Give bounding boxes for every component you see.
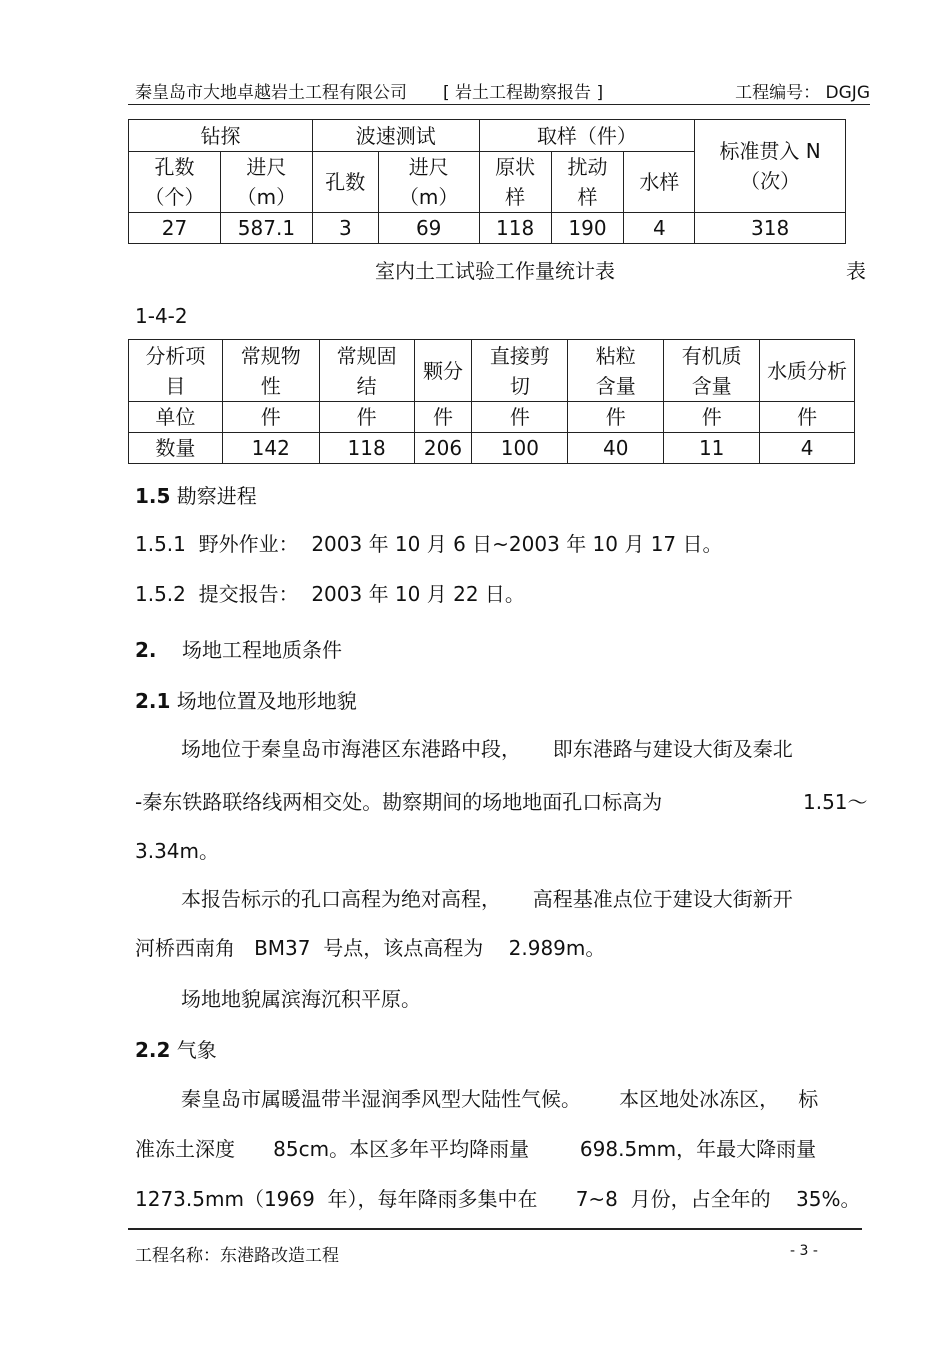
paragraph-line: 场地位于秦皇岛市海港区东港路中段， 即东港路与建设大街及秦北 (181, 737, 793, 761)
section-title: 场地位置及地形地貌 (170, 689, 357, 713)
col-drill-holes: 孔数（个） (129, 152, 221, 213)
cell: 318 (695, 213, 846, 244)
paragraph-line: 1273.5mm（1969 年），每年降雨多集中在 7~8 月份，占全年的 35%。 (135, 1187, 861, 1211)
cell: 142 (222, 433, 319, 464)
cell: 4 (760, 433, 855, 464)
cell: 单位 (129, 402, 223, 433)
col-spt: 标准贯入 N（次） (695, 120, 846, 213)
cell: 4 (624, 213, 695, 244)
field-work-line: 1.5.1 野外作业： 2003 年 10 月 6 日~2003 年 10 月 17 日。 (135, 532, 723, 556)
page-header (135, 78, 870, 104)
header-cell: 常规物性 (222, 340, 319, 402)
company-name: 秦皇岛市大地卓越岩土工程有限公司 (135, 83, 407, 103)
cell: 件 (414, 402, 472, 433)
section-1-5-heading (135, 480, 257, 509)
group-wave-test: 波速测试 (312, 120, 479, 152)
header-cell: 水质分析 (760, 340, 855, 402)
header-cell: 粘粒含量 (568, 340, 664, 402)
table-row (129, 213, 846, 244)
header-cell: 直接剪切 (472, 340, 568, 402)
paragraph-line: 3.34m。 (135, 839, 220, 863)
cell: 100 (472, 433, 568, 464)
cell: 件 (222, 402, 319, 433)
project-name: 工程名称：东港路改造工程 (135, 1246, 339, 1266)
paragraph-line: 本报告标示的孔口高程为绝对高程， 高程基准点位于建设大街新开 (181, 887, 793, 911)
paragraph-line: 秦皇岛市属暖温带半湿润季风型大陆性气候。 本区地处冰冻区， 标 (181, 1087, 819, 1111)
section-2-heading (135, 634, 342, 663)
cell: 27 (129, 213, 221, 244)
col-disturbed: 扰动样 (551, 152, 624, 213)
page-number: - 3 - (790, 1243, 818, 1259)
header-cell: 有机质含量 (664, 340, 760, 402)
cell: 件 (664, 402, 760, 433)
cell: 件 (319, 402, 414, 433)
col-water-sample: 水样 (624, 152, 695, 213)
header-cell: 分析项目 (129, 340, 223, 402)
col-wave-footage: 进尺（m） (378, 152, 479, 213)
table2-number: 1-4-2 (135, 304, 188, 328)
col-undisturbed: 原状样 (479, 152, 551, 213)
cell: 11 (664, 433, 760, 464)
table-row (129, 402, 855, 433)
table-row (129, 433, 855, 464)
paragraph-line: 河桥西南角 BM37 号点，该点高程为 2.989m。 (135, 936, 606, 960)
cell: 69 (378, 213, 479, 244)
group-sampling: 取样（件） (479, 120, 695, 152)
paragraph-value: 1.51～ (803, 790, 868, 814)
section-number: 2.1 (135, 689, 171, 713)
header-divider (128, 104, 870, 105)
table2-caption: 室内土工试验工作量统计表 (375, 259, 615, 283)
report-submit-line: 1.5.2 提交报告： 2003 年 10 月 22 日。 (135, 582, 525, 606)
cell: 件 (760, 402, 855, 433)
cell: 数量 (129, 433, 223, 464)
col-drill-footage: 进尺（m） (220, 152, 312, 213)
cell: 118 (479, 213, 551, 244)
lab-workload-table (128, 339, 855, 464)
field-workload-table (128, 119, 846, 244)
section-number: 2.2 (135, 1038, 171, 1062)
col-wave-holes: 孔数 (312, 152, 378, 213)
section-title: 气象 (170, 1038, 217, 1062)
cell: 206 (414, 433, 472, 464)
table2-caption-suffix: 表 (846, 259, 866, 283)
footer-divider (128, 1228, 862, 1230)
cell: 3 (312, 213, 378, 244)
report-title: [ 岩土工程勘察报告 ] (443, 83, 604, 103)
section-2-2-heading (135, 1034, 217, 1063)
cell: 件 (568, 402, 664, 433)
section-title: 勘察进程 (170, 484, 257, 508)
group-drilling: 钻探 (129, 120, 313, 152)
cell: 190 (551, 213, 624, 244)
header-cell: 常规固结 (319, 340, 414, 402)
section-title: 场地工程地质条件 (156, 638, 342, 662)
paragraph-line: -秦东铁路联络线两相交处。勘察期间的场地地面孔口标高为 (135, 790, 663, 814)
section-2-1-heading (135, 685, 357, 714)
paragraph-line: 准冻土深度 85cm。本区多年平均降雨量 698.5mm，年最大降雨量 (135, 1137, 817, 1161)
section-number: 1.5 (135, 484, 171, 508)
section-number: 2. (135, 638, 157, 662)
cell: 40 (568, 433, 664, 464)
cell: 118 (319, 433, 414, 464)
paragraph-line: 场地地貌属滨海沉积平原。 (181, 987, 421, 1011)
cell: 件 (472, 402, 568, 433)
project-code: 工程编号： DGJG (735, 83, 870, 103)
table-header-row (129, 340, 855, 402)
cell: 587.1 (220, 213, 312, 244)
header-cell: 颗分 (414, 340, 472, 402)
